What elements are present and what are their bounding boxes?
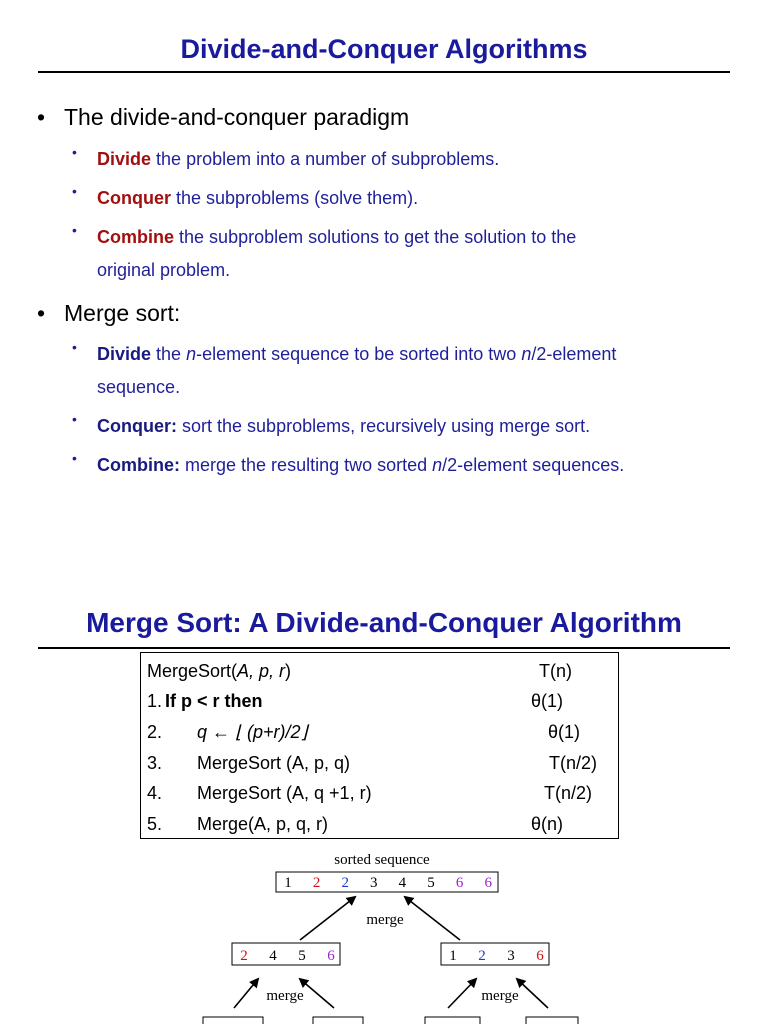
header-args: A, p, r bbox=[237, 661, 286, 681]
keyword-conquer: Conquer: bbox=[97, 416, 177, 436]
title-divider bbox=[38, 71, 730, 73]
merge-label: merge bbox=[266, 988, 304, 1004]
array-cell-value: 3 bbox=[507, 948, 515, 964]
subbullet-text: the problem into a number of subproblems. bbox=[156, 149, 500, 169]
sorted-sequence-caption: sorted sequence bbox=[334, 852, 430, 868]
array-cell-value: 1 bbox=[449, 948, 457, 964]
text-fragment: /2-element sequences. bbox=[442, 455, 625, 475]
line-code: MergeSort (A, q +1, r) bbox=[197, 783, 372, 803]
header-close: ) bbox=[285, 661, 292, 681]
variable-n: n bbox=[521, 344, 532, 364]
subbullet-icon: • bbox=[72, 450, 77, 466]
subbullet-icon: • bbox=[72, 411, 77, 427]
line-code: Merge(A, p, q, r) bbox=[197, 814, 329, 834]
bottom-subarray bbox=[313, 1017, 363, 1024]
bottom-subarray bbox=[526, 1017, 578, 1024]
line-number: 5. bbox=[147, 814, 163, 834]
merge-arrow bbox=[517, 979, 548, 1008]
slide2-title: Merge Sort: A Divide-and-Conquer Algorithm bbox=[86, 607, 682, 638]
text-fragment: merge the resulting two sorted bbox=[185, 455, 428, 475]
array-cell-value: 4 bbox=[398, 875, 407, 891]
array-cell-value: 6 bbox=[536, 948, 544, 964]
merge-label: merge bbox=[481, 988, 519, 1004]
merge-arrow bbox=[448, 979, 476, 1008]
keyword-conquer: Conquer bbox=[97, 188, 171, 208]
array-cell-value: 2 bbox=[312, 875, 321, 891]
array-cell-value: 2 bbox=[341, 875, 349, 891]
array-cell-value: 6 bbox=[484, 875, 492, 891]
keyword-combine: Combine: bbox=[97, 455, 180, 475]
array-cell-value: 2 bbox=[240, 948, 248, 964]
subbullet-icon: • bbox=[72, 222, 77, 238]
text-fragment: the bbox=[156, 344, 182, 364]
slide1-title: Divide-and-Conquer Algorithms bbox=[180, 34, 588, 64]
merge-arrow bbox=[234, 979, 258, 1008]
keyword-divide: Divide bbox=[97, 344, 152, 364]
array-cell-value: 3 bbox=[370, 875, 378, 891]
text-fragment: -element sequence to be sorted into two bbox=[196, 344, 517, 364]
line-cost: T(n/2) bbox=[544, 783, 593, 803]
algorithm-box bbox=[140, 652, 619, 839]
keyword-divide: Divide bbox=[97, 149, 152, 169]
line-cost: θ(n) bbox=[531, 814, 564, 834]
bottom-subarray bbox=[203, 1017, 263, 1024]
line-number: 1. bbox=[147, 691, 163, 711]
array-box bbox=[232, 943, 340, 965]
line-code: If p < r then bbox=[165, 691, 263, 711]
bottom-subarray bbox=[425, 1017, 480, 1024]
subbullet-icon: • bbox=[72, 144, 77, 160]
line-cost: θ(1) bbox=[531, 691, 564, 711]
keyword-combine: Combine bbox=[97, 227, 175, 247]
subbullet-text-continued: original problem. bbox=[97, 260, 231, 280]
variable-n: n bbox=[186, 344, 197, 364]
title-divider bbox=[38, 647, 730, 649]
text-fragment: sequence. bbox=[97, 377, 181, 397]
merge-sort-diagram bbox=[0, 845, 768, 1024]
array-cell-value: 4 bbox=[269, 948, 277, 964]
array-cell-value: 5 bbox=[298, 948, 306, 964]
merge-arrow bbox=[300, 979, 334, 1008]
left-subarray bbox=[232, 943, 340, 965]
algorithm-header bbox=[147, 661, 291, 682]
line-number: 3. bbox=[147, 753, 163, 773]
right-subarray bbox=[441, 943, 549, 965]
variable-n: n bbox=[432, 455, 443, 475]
bullet-icon: • bbox=[37, 104, 46, 130]
bullet-text: The divide-and-conquer paradigm bbox=[64, 104, 410, 130]
subbullet-text: the subproblem solutions to get the solution to the bbox=[179, 227, 577, 247]
line-code: MergeSort (A, p, q) bbox=[197, 753, 351, 773]
merge-label: merge bbox=[366, 912, 404, 928]
line-cost: θ(1) bbox=[548, 722, 581, 742]
header-cost: T(n) bbox=[539, 661, 572, 681]
array-cell-value: 5 bbox=[427, 875, 435, 891]
subbullet-icon: • bbox=[72, 183, 77, 199]
array-box bbox=[276, 872, 498, 892]
sorted-sequence-array bbox=[276, 872, 498, 892]
bullet-text: Merge sort: bbox=[64, 300, 181, 326]
line-cost: T(n/2) bbox=[549, 753, 598, 773]
subbullet-text: the subproblems (solve them). bbox=[176, 188, 419, 208]
line-number: 4. bbox=[147, 783, 163, 803]
line-code: q ← ⌊ (p+r)/2⌋ bbox=[197, 722, 308, 742]
array-cell-value: 6 bbox=[455, 875, 464, 891]
array-cell-value: 6 bbox=[327, 948, 335, 964]
array-cell-value: 1 bbox=[284, 875, 292, 891]
line-number: 2. bbox=[147, 722, 163, 742]
header-code: MergeSort( bbox=[147, 661, 238, 681]
array-box bbox=[441, 943, 549, 965]
array-cell-value: 2 bbox=[478, 948, 486, 964]
merge-arrow bbox=[300, 897, 355, 940]
text-fragment: /2-element bbox=[531, 344, 617, 364]
subbullet-icon: • bbox=[72, 339, 77, 355]
bullet-icon: • bbox=[37, 300, 46, 326]
subbullet-text: sort the subproblems, recursively using merge sort. bbox=[182, 416, 591, 436]
merge-arrow bbox=[405, 897, 460, 940]
